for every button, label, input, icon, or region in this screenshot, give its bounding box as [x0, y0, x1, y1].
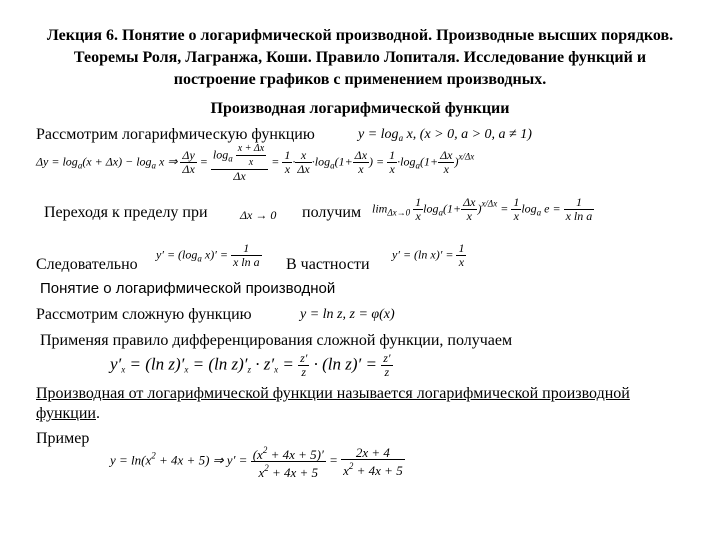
formula-example: $y = \ln(x^2 + 4x + 5)$ ⇒ y′ = $\frac{(x^2 + 4x + 5)'}{x^2 + 4x + 5}$ = $\frac{2x + 4}{x^2 + 4x + 5}$ — [110, 445, 403, 480]
text-consider-log: Рассмотрим логарифмическую функцию — [36, 126, 315, 143]
formula-limit: $\lim_{\Delta x\to 0}$ $\frac{1}{x}$ $\log_a(1+$ $\frac{\Delta x}{x}$ )$^{x/\Delta x}$ = $\frac{1}{x}$ $\log_a e$ = $\frac{1}{\text{x ln a}}$ — [372, 195, 593, 223]
concept-heading: Понятие о логарифмической производной — [40, 280, 336, 297]
text-passing-limit: Переходя к пределу при — [44, 204, 208, 221]
formula-chain-rule: $y'_x = (\ln$ $z)'_x = (\ln$ $z)'_z \cdot z'_x$ = $\frac{z'}{z}$ · (ln z)′ = $\frac{z'}{z}$ — [110, 351, 391, 379]
text-we-get: получим — [302, 204, 362, 221]
formula-complex-function: y = ln z, z = φ(x) — [300, 307, 395, 322]
text-in-particular: В частности — [286, 256, 370, 273]
formula-log-function: $y = \log_a x$, (x > 0, a > 0, a ≠ 1) — [358, 127, 532, 143]
text-example: Пример — [36, 430, 90, 447]
formula-ln-derivative: y′ = (ln x)′ = $\frac{1}{x}$ — [392, 241, 465, 269]
formula-delta-to-zero: Δx → 0 — [240, 208, 277, 222]
definition-period: . — [96, 405, 100, 422]
text-therefore: Следовательно — [36, 256, 138, 273]
formula-increment: $\Delta y = \log_a(x + \Delta x) - \log_a x$ ⇒ $\frac{\Delta y}{\Delta x}$ = $\log_a$ $\frac{x + \Delta x}{x}$ Δx = $\frac{1}{x}$ · $\frac{x}{\Delta x}$ $\cdot\log_a(1+$ $\frac{\Delta x}{x}$ ) = $\frac{1}{x}$ $\cdot\log_a(1+$ $\frac{\Delta x}{x}$ )$^{x/\Delta x}$ — [36, 143, 475, 183]
text-definition — [36, 384, 636, 424]
formula-log-derivative: $y' = (\log_a$ x)′ = $\frac{1}{\text{x ln a}}$ — [156, 241, 260, 269]
subheading-log-derivative: Производная логарифмической функции — [210, 100, 510, 117]
text-applying-rule: Применяя правило дифференцирования сложной функции, получаем — [40, 332, 513, 349]
definition-underlined: Производная от логарифмической функции называется логарифмической производной функции — [36, 385, 630, 422]
text-consider-complex: Рассмотрим сложную функцию — [36, 306, 252, 323]
lecture-title: Лекция 6. Понятие о логарифмической производной. Производные высших порядков. Теоремы Роля, Лагранжа, Коши. Правило Лопиталя. Исследование функций и построение графиков с применением производных. — [46, 27, 674, 88]
